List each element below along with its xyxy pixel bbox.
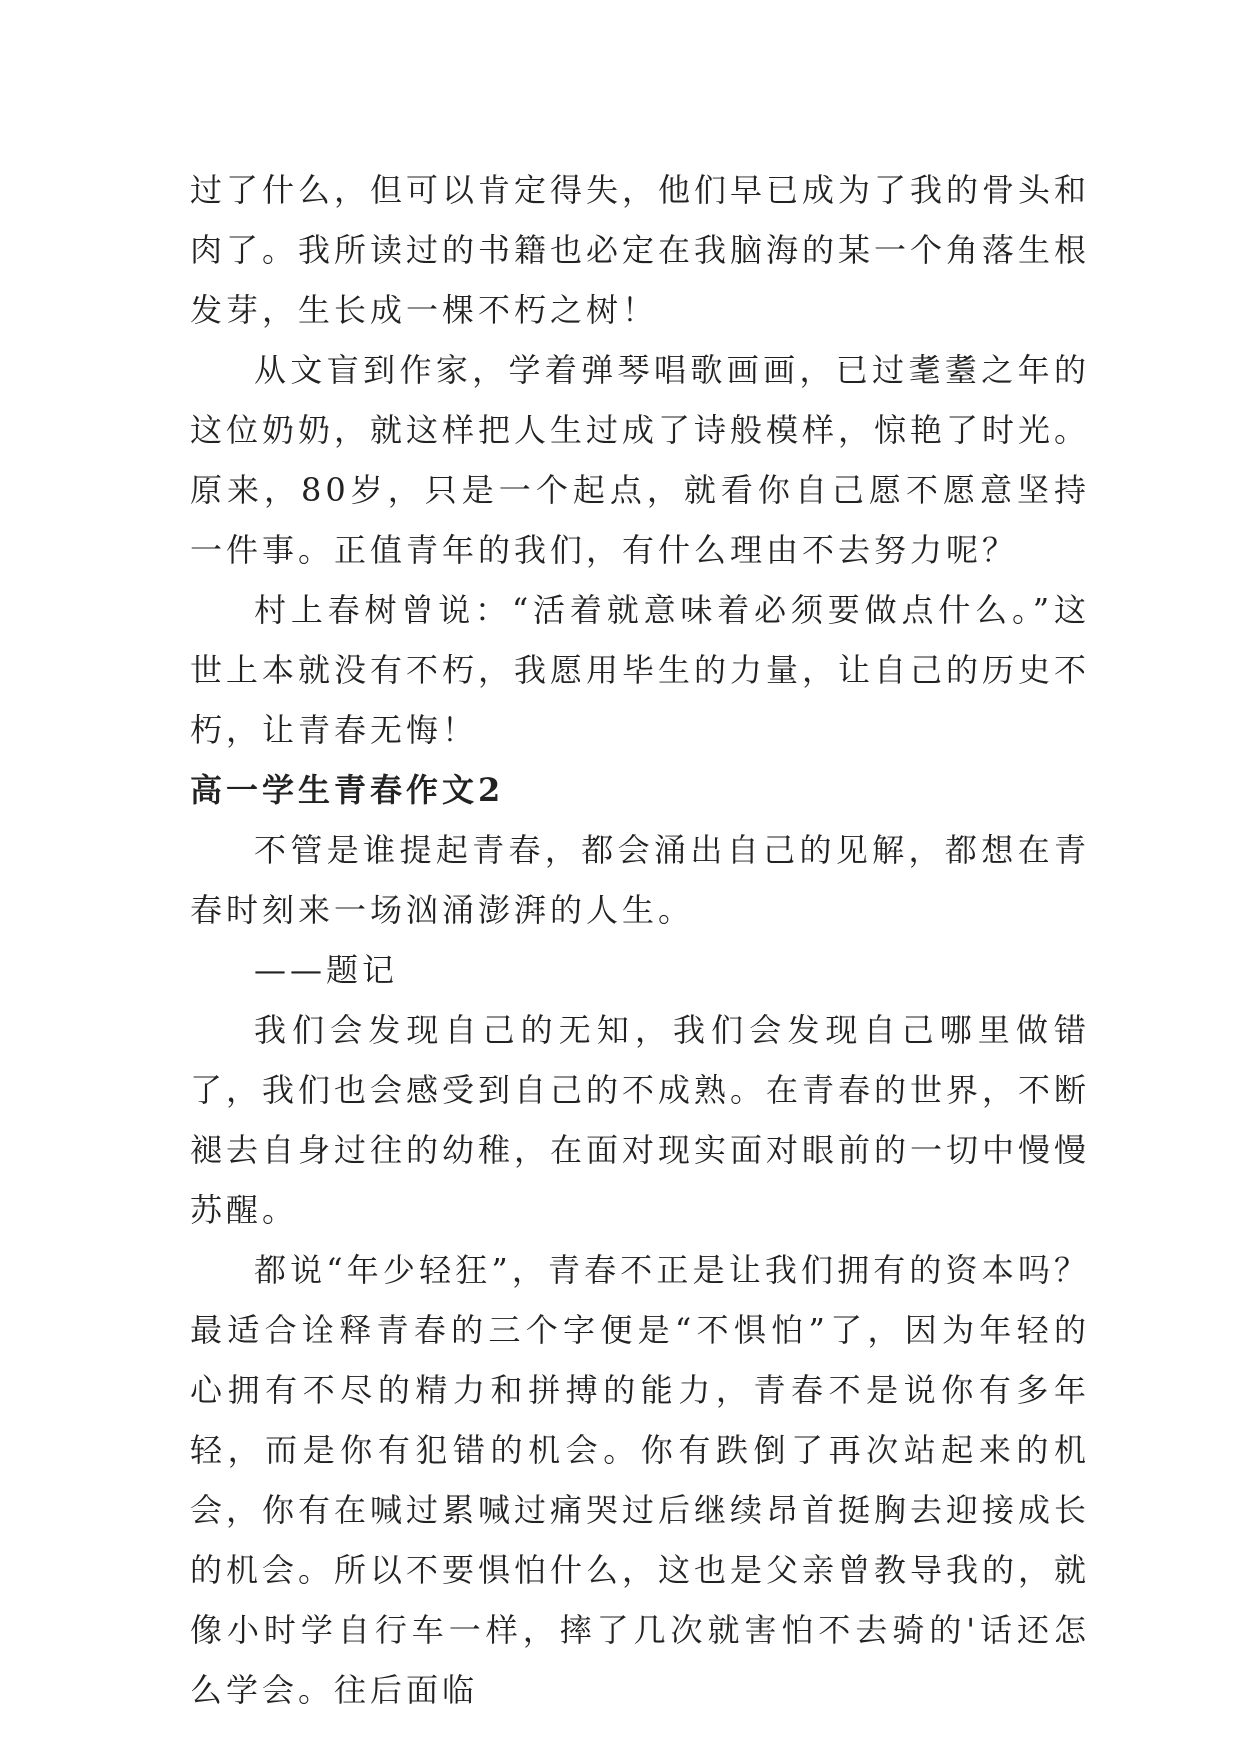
- paragraph-2: 从文盲到作家，学着弹琴唱歌画画，已过耄耋之年的这位奶奶，就这样把人生过成了诗般模样，惊艳了时光。原来，80岁，只是一个起点，就看你自己愿不愿意坚持一件事。正值青年的我们，有什么理由不去努力呢？: [190, 351, 1091, 569]
- document-page: [190, 160, 1090, 1720]
- paragraph-3: 村上春树曾说：“活着就意味着必须要做点什么。”这世上本就没有不朽，我愿用毕生的力量，让自己的历史不朽，让青春无悔！: [190, 591, 1091, 749]
- section-paragraph-3: 都说“年少轻狂”，青春不正是让我们拥有的资本吗？最适合诠释青春的三个字便是“不惧怕”了，因为年轻的心拥有不尽的精力和拼搏的能力，青春不是说你有多年轻，而是你有犯错的机会。你有跌倒了再次站起来的机会，你有在喊过累喊过痛哭过后继续昂首挺胸去迎接成长的机会。所以不要惧怕什么，这也是父亲曾教导我的，就像小时学自行车一样，摔了几次就害怕不去骑的'话还怎么学会。往后面临: [190, 1251, 1091, 1709]
- paragraph-1: 过了什么，但可以肯定得失，他们早已成为了我的骨头和肉了。我所读过的书籍也必定在我脑海的某一个角落生根发芽，生长成一棵不朽之树！: [190, 171, 1091, 329]
- section-paragraph-2: 我们会发现自己的无知，我们会发现自己哪里做错了，我们也会感受到自己的不成熟。在青春的世界，不断褪去自身过往的幼稚，在面对现实面对眼前的一切中慢慢苏醒。: [190, 1011, 1091, 1229]
- epigraph-attribution: ——题记: [254, 951, 399, 989]
- section-paragraph-1: 不管是谁提起青春，都会涌出自己的见解，都想在青春时刻来一场汹涌澎湃的人生。: [190, 831, 1090, 929]
- section-title: 高一学生青春作文2: [190, 771, 505, 809]
